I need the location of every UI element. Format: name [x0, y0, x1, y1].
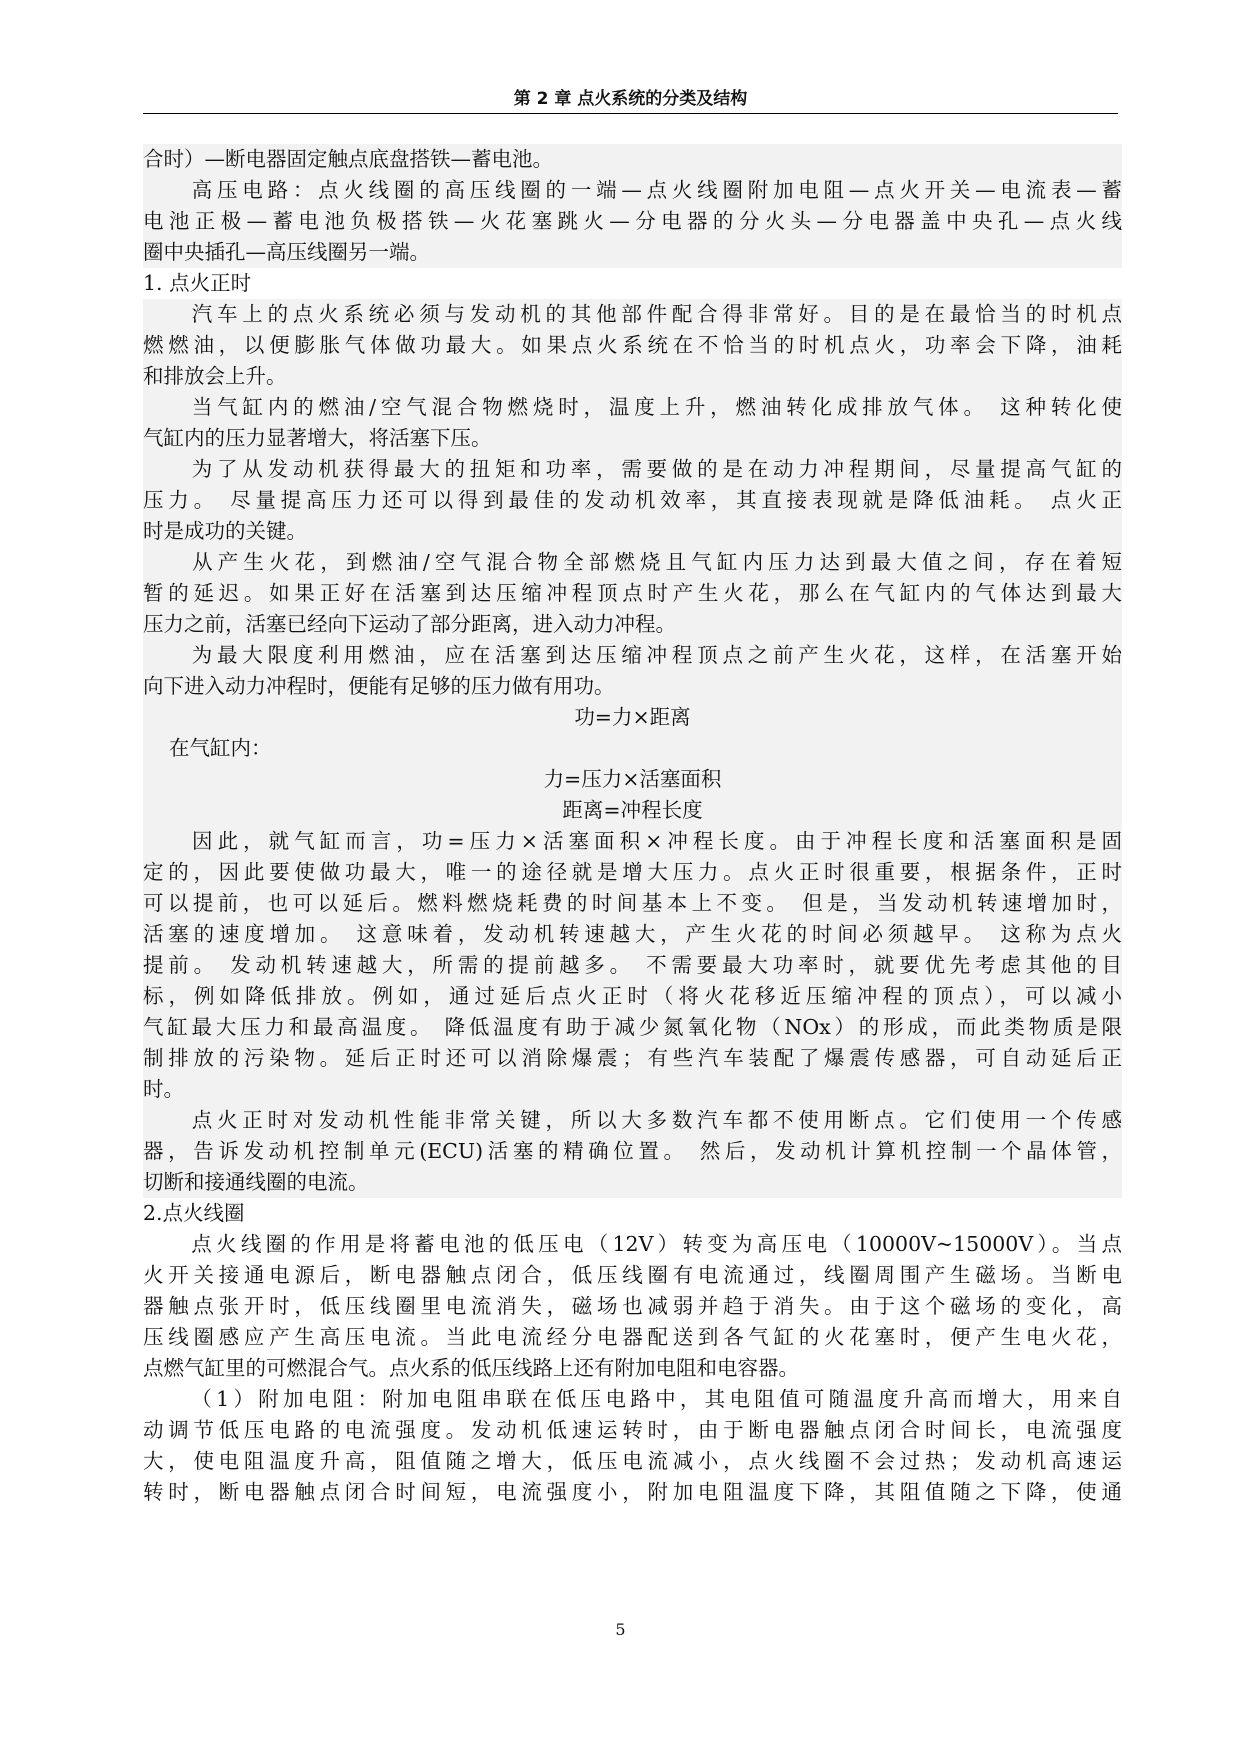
body-line — [143, 299, 1122, 330]
line-text: 为了从发动机获得最大的扭矩和功率，需要做的是在动力冲程期间，尽量提高气缸的 — [187, 457, 1122, 481]
running-header: 第 2 章 点火系统的分类及结构 — [513, 89, 748, 109]
line-text: 向下进入动力冲程时，便能有足够的压力做有用功。 — [143, 674, 615, 698]
line-text: 大，使电阻温度升高，阻值随之增大，低压电流减小，点火线圈不会过热；发动机高速运 — [143, 1449, 1122, 1473]
line-text: 提前。 发动机转速越大，所需的提前越多。 不需要最大功率时，就要优先考虑其他的目 — [143, 953, 1122, 977]
line-text: 点火正时对发动机性能非常关键，所以大多数汽车都不使用断点。它们使用一个传感 — [187, 1108, 1122, 1132]
body-line — [143, 1446, 1122, 1477]
line-text: 合时）—断电器固定触点底盘搭铁—蓄电池。 — [143, 147, 553, 171]
body-line — [143, 1353, 1122, 1384]
line-text: 气缸内的压力显著增大，将活塞下压。 — [143, 426, 492, 450]
line-text: 2.点火线圈 — [143, 1201, 245, 1225]
line-text: 和排放会上升。 — [143, 364, 287, 388]
body-line — [143, 516, 1122, 547]
body-line — [143, 392, 1122, 423]
body-line — [143, 950, 1122, 981]
line-text: 点燃气缸里的可燃混合气。点火系的低压线路上还有附加电阻和电容器。 — [143, 1356, 799, 1380]
body-line — [143, 330, 1122, 361]
line-text: 电池正极—蓄电池负极搭铁—火花塞跳火—分电器的分火头—分电器盖中央孔—点火线 — [143, 209, 1122, 233]
body-line — [143, 1043, 1122, 1074]
body-line — [143, 547, 1122, 578]
body-line — [143, 857, 1122, 888]
body-line — [143, 1415, 1122, 1446]
body-line — [143, 888, 1122, 919]
line-text: 距离=冲程长度 — [562, 798, 703, 822]
line-text: 当气缸内的燃油/空气混合物燃烧时，温度上升，燃油转化成排放气体。 这种转化使 — [187, 395, 1122, 419]
body-line — [143, 485, 1122, 516]
line-text: 高压电路：点火线圈的高压线圈的一端—点火线圈附加电阻—点火开关—电流表—蓄 — [187, 178, 1122, 202]
body-line — [143, 175, 1122, 206]
body-line — [143, 640, 1122, 671]
page-number: 5 — [615, 1620, 626, 1639]
body-line — [143, 1105, 1122, 1136]
line-text: 时是成功的关键。 — [143, 519, 307, 543]
line-text: 为最大限度利用燃油，应在活塞到达压缩冲程顶点之前产生火花，这样，在活塞开始 — [187, 643, 1122, 667]
section-heading — [143, 268, 1122, 299]
formula-force — [143, 764, 1122, 795]
line-text: 器触点张开时，低压线圈里电流消失，磁场也减弱并趋于消失。由于这个磁场的变化，高 — [143, 1294, 1122, 1318]
body-line — [143, 733, 1122, 764]
line-text: 转时，断电器触点闭合时间短，电流强度小，附加电阻温度下降，其阻值随之下降，使通 — [143, 1480, 1122, 1504]
line-text: 压线圈感应产生高压电流。当此电流经分电器配送到各气缸的火花塞时，便产生电火花， — [143, 1325, 1122, 1349]
body-line — [143, 609, 1122, 640]
line-text: 功=力×距离 — [574, 705, 691, 729]
body-line — [143, 423, 1122, 454]
line-text: 切断和接通线圈的电流。 — [143, 1170, 369, 1194]
line-text: 火开关接通电源后，断电器触点闭合，低压线圈有电流通过，线圈周围产生磁场。当断电 — [143, 1263, 1122, 1287]
line-text: 1. 点火正时 — [143, 271, 252, 295]
body-line — [143, 361, 1122, 392]
line-text: 在气缸内： — [169, 736, 272, 760]
body-line — [143, 826, 1122, 857]
body-line — [143, 454, 1122, 485]
body-line — [143, 578, 1122, 609]
section-heading — [143, 1198, 1122, 1229]
body-line — [143, 1384, 1122, 1415]
line-text: 制排放的污染物。延后正时还可以消除爆震；有些汽车装配了爆震传感器，可自动延后正 — [143, 1046, 1122, 1070]
line-text: 压力之前，活塞已经向下运动了部分距离，进入动力冲程。 — [143, 612, 676, 636]
body-line — [143, 1477, 1122, 1508]
line-text: 标，例如降低排放。例如，通过延后点火正时（将火花移近压缩冲程的顶点），可以减小 — [143, 984, 1122, 1008]
body-line — [143, 1260, 1122, 1291]
body-line — [143, 1012, 1122, 1043]
line-text: （1）附加电阻：附加电阻串联在低压电路中，其电阻值可随温度升高而增大，用来自 — [187, 1387, 1122, 1411]
body-line — [143, 981, 1122, 1012]
line-text: 时。 — [143, 1077, 184, 1101]
line-text: 暂的延迟。如果正好在活塞到达压缩冲程顶点时产生火花，那么在气缸内的气体达到最大 — [143, 581, 1122, 605]
body-line — [143, 144, 1122, 175]
body-line — [143, 1074, 1122, 1105]
line-text: 汽车上的点火系统必须与发动机的其他部件配合得非常好。目的是在最恰当的时机点 — [187, 302, 1122, 326]
line-text: 燃燃油，以便膨胀气体做功最大。如果点火系统在不恰当的时机点火，功率会下降，油耗 — [143, 333, 1122, 357]
body-line — [143, 1322, 1122, 1353]
body-line — [143, 1136, 1122, 1167]
line-text: 气缸最大压力和最高温度。 降低温度有助于减少氮氧化物（NOx）的形成，而此类物质是限 — [143, 1015, 1122, 1039]
line-text: 可以提前，也可以延后。燃料燃烧耗费的时间基本上不变。 但是，当发动机转速增加时， — [143, 891, 1122, 915]
header-rule — [143, 113, 1118, 114]
body-line — [143, 1167, 1122, 1198]
line-text: 器，告诉发动机控制单元(ECU)活塞的精确位置。 然后，发动机计算机控制一个晶体管， — [143, 1139, 1122, 1163]
line-text: 点火线圈的作用是将蓄电池的低压电（12V）转变为高压电（10000V~15000V）。当点 — [187, 1232, 1122, 1256]
body-line — [143, 1291, 1122, 1322]
line-text: 定的，因此要使做功最大，唯一的途径就是增大压力。点火正时很重要，根据条件，正时 — [143, 860, 1122, 884]
page-body — [143, 144, 1122, 1508]
formula-work — [143, 702, 1122, 733]
line-text: 力=压力×活塞面积 — [543, 767, 722, 791]
formula-distance — [143, 795, 1122, 826]
body-line — [143, 237, 1122, 268]
line-text: 压力。 尽量提高压力还可以得到最佳的发动机效率，其直接表现就是降低油耗。 点火正 — [143, 488, 1122, 512]
body-line — [143, 206, 1122, 237]
line-text: 从产生火花，到燃油/空气混合物全部燃烧且气缸内压力达到最大值之间，存在着短 — [187, 550, 1122, 574]
line-text: 活塞的速度增加。 这意味着，发动机转速越大，产生火花的时间必须越早。 这称为点火 — [143, 922, 1122, 946]
body-line — [143, 1229, 1122, 1260]
body-line — [143, 671, 1122, 702]
line-text: 动调节低压电路的电流强度。发动机低速运转时，由于断电器触点闭合时间长，电流强度 — [143, 1418, 1122, 1442]
line-text: 因此，就气缸而言，功=压力×活塞面积×冲程长度。由于冲程长度和活塞面积是固 — [187, 829, 1122, 853]
body-line — [143, 919, 1122, 950]
line-text: 圈中央插孔—高压线圈另一端。 — [143, 240, 430, 264]
